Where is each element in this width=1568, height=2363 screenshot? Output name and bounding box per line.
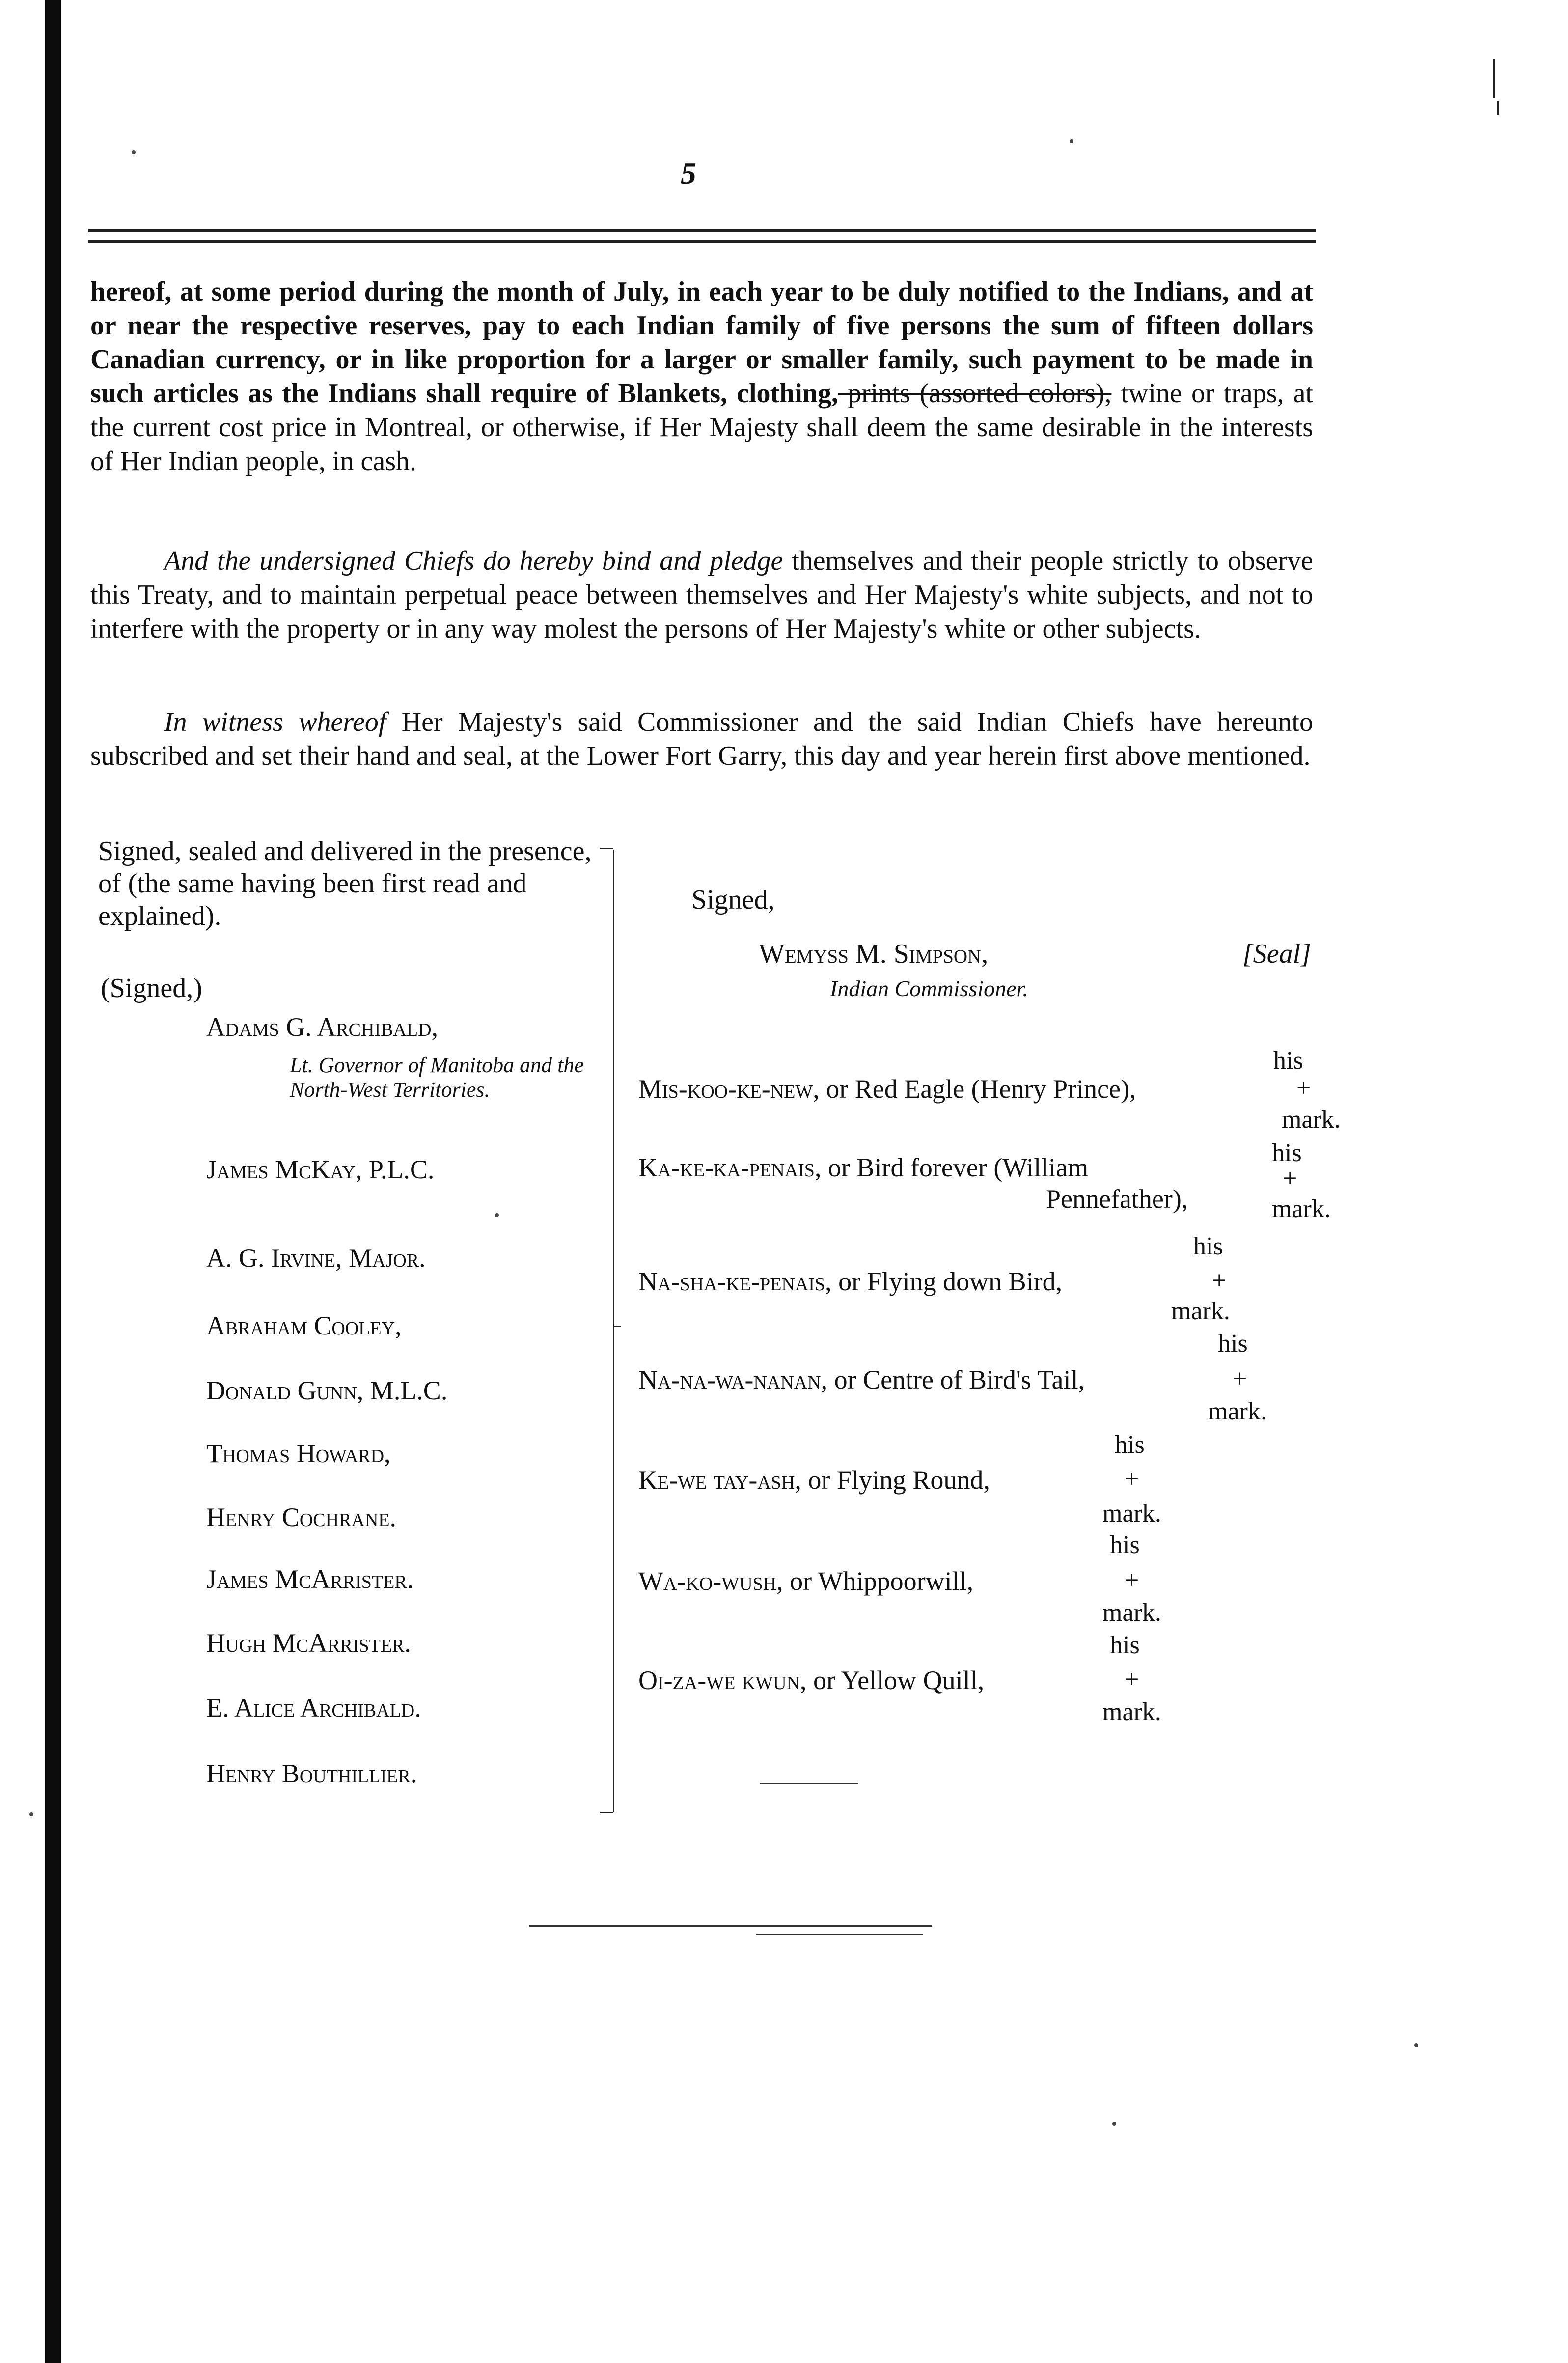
chief-desc: or Flying Round,	[801, 1465, 990, 1495]
seal-mark: [Seal]	[1242, 939, 1311, 969]
mark-word: mark.	[1102, 1698, 1161, 1726]
page-number: 5	[681, 156, 696, 191]
chief-desc: or Whippoorwill,	[783, 1566, 974, 1596]
end-rule	[529, 1925, 932, 1927]
witness-name: James McKay, P.L.C.	[206, 1155, 435, 1184]
bracket	[613, 850, 614, 1812]
paragraph-pledge	[90, 544, 1313, 646]
mark-word: mark.	[1102, 1500, 1161, 1528]
mark-his: his	[1110, 1631, 1140, 1659]
short-rule	[760, 1783, 858, 1784]
mark-his: his	[1218, 1330, 1248, 1358]
witness-name: Thomas Howard,	[206, 1439, 391, 1468]
chief-entry	[638, 1074, 1136, 1104]
paragraph-text: twine or traps, at the current cost price in Montreal, or otherwise, if Her Majesty shall deem the same desirable in the interests of Her Indian people, in cash.	[90, 378, 1313, 476]
commissioner-role: Indian Commissioner.	[830, 976, 1028, 1001]
italic-lead: And the undersigned Chiefs do hereby bind and pledge	[164, 546, 783, 576]
paragraph-text: themselves and their people strictly to observe this Treaty, and to maintain perpetual peace between themselves and Her Majesty's white subjects, and not to interfere with the property or in any way molest the persons of Her Majesty's white or other subjects.	[90, 546, 1313, 644]
witness-name: Hugh McArrister.	[206, 1628, 411, 1658]
paragraph-payment	[90, 275, 1313, 478]
header-rule	[88, 240, 1316, 243]
bracket	[600, 848, 613, 849]
bracket	[614, 1326, 621, 1327]
chief-name: Na-na-wa-nanan,	[638, 1365, 828, 1394]
chief-entry	[638, 1266, 1062, 1297]
chief-name: Ka-ke-ka-penais,	[638, 1153, 822, 1182]
chief-desc: or Flying down Bird,	[831, 1267, 1063, 1296]
speck	[1414, 2043, 1418, 2047]
chief-desc-cont: Pennefather),	[1046, 1184, 1188, 1214]
chief-name: Wa-ko-wush,	[638, 1566, 783, 1596]
chief-name: Oi-za-we kwun,	[638, 1666, 807, 1695]
paragraph-text: Her Majesty's said Commissioner and the said Indian Chiefs have hereunto subscribed and set their hand and seal, at the Lower Fort Garry, this day and year herein first above mentioned.	[90, 707, 1313, 771]
end-rule	[756, 1934, 923, 1935]
witness-name: James McArrister.	[206, 1564, 414, 1594]
mark-cross: +	[1283, 1165, 1297, 1193]
chief-entry	[638, 1465, 990, 1495]
mark-word: mark.	[1171, 1297, 1230, 1325]
mark-cross: +	[1296, 1074, 1311, 1102]
chief-name: Mis-koo-ke-new,	[638, 1074, 820, 1104]
mark-cross: +	[1125, 1666, 1139, 1694]
mark-word: mark.	[1208, 1397, 1267, 1425]
edge-mark	[1493, 59, 1495, 98]
header-rule	[88, 229, 1316, 232]
bracket	[600, 1812, 613, 1813]
witness-name: Henry Cochrane.	[206, 1502, 397, 1532]
chief-entry	[638, 1364, 1085, 1395]
chief-entry	[638, 1665, 984, 1696]
speck	[132, 150, 136, 154]
mark-cross: +	[1125, 1566, 1139, 1594]
mark-cross: +	[1212, 1267, 1227, 1295]
witness-name: E. Alice Archibald.	[206, 1693, 421, 1723]
paragraph-text: hereof, at some period during the month of July, in each year to be duly notified to the Indians, and at or near the respective reserves, pay to each Indian family of five persons the sum of fifteen dollars Canadian currency, or in like proportion for a larger or smaller family, such payment to be made in such articles as the Indians shall require of Blankets, clothing,	[90, 277, 1313, 409]
italic-lead: In witness whereof	[164, 707, 386, 737]
witness-name: A. G. Irvine, Major.	[206, 1243, 426, 1273]
witness-name: Henry Bouthillier.	[206, 1759, 417, 1788]
mark-word: mark.	[1272, 1195, 1331, 1223]
chief-desc: or Bird forever (William	[821, 1153, 1089, 1182]
speck	[495, 1213, 499, 1217]
witness-name: Abraham Cooley,	[206, 1311, 402, 1340]
mark-his: his	[1110, 1531, 1140, 1559]
chief-entry	[638, 1566, 973, 1596]
mark-cross: +	[1125, 1465, 1139, 1493]
chief-name: Na-sha-ke-penais,	[638, 1267, 832, 1296]
mark-his: his	[1273, 1047, 1303, 1075]
struck-text: prints (assorted colors),	[838, 378, 1112, 409]
chief-desc: or Centre of Bird's Tail,	[827, 1365, 1085, 1394]
witness-name: Adams G. Archibald,	[206, 1012, 439, 1042]
mark-word: mark.	[1282, 1106, 1341, 1134]
speck	[29, 1812, 33, 1816]
witness-intro: Signed, sealed and delivered in the presence, of (the same having been first read and explained).	[98, 836, 592, 931]
edge-mark	[1497, 101, 1499, 115]
commissioner-name: Wemyss M. Simpson,	[759, 939, 989, 969]
mark-word: mark.	[1102, 1599, 1161, 1627]
chief-name: Ke-we tay-ash,	[638, 1465, 801, 1495]
paragraph-witness	[90, 705, 1313, 773]
chief-desc: or Red Eagle (Henry Prince),	[819, 1074, 1136, 1104]
binding-edge	[45, 0, 61, 2363]
mark-his: his	[1272, 1139, 1302, 1167]
speck	[1070, 139, 1073, 143]
witness-signed-label: (Signed,)	[101, 973, 202, 1003]
signed-label: Signed,	[691, 885, 775, 915]
chief-desc: or Yellow Quill,	[806, 1666, 985, 1695]
speck	[1112, 2122, 1116, 2126]
mark-cross: +	[1233, 1365, 1247, 1393]
chief-entry	[638, 1152, 1088, 1183]
witness-title: Lt. Governor of Manitoba and the North-West Territories.	[290, 1053, 584, 1102]
mark-his: his	[1193, 1232, 1223, 1260]
mark-his: his	[1115, 1431, 1145, 1459]
witness-name: Donald Gunn, M.L.C.	[206, 1376, 448, 1405]
